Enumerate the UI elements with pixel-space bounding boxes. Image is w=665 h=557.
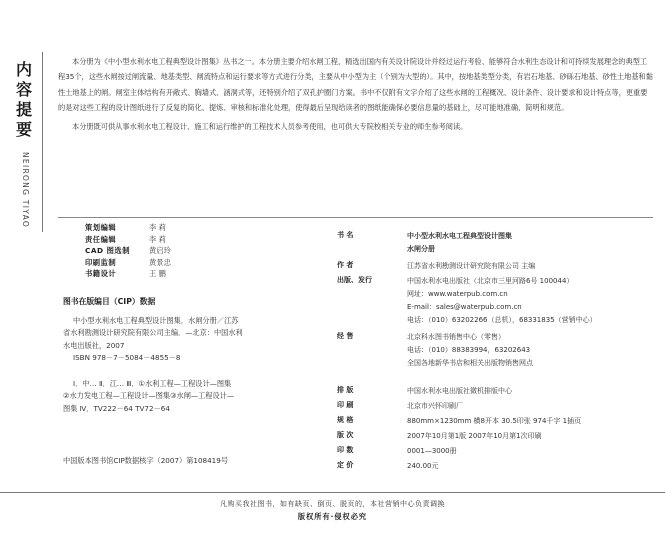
pub-row-publisher xyxy=(337,275,657,327)
sidebar-divider xyxy=(42,52,43,232)
copyright-notice: 版权所有·侵权必究 xyxy=(297,512,368,521)
pub-label: 版 次 xyxy=(337,431,354,439)
pub-price: 240.00元 xyxy=(407,462,439,470)
pub-website: 网址：www.waterpub.com.cn xyxy=(407,290,508,298)
credit-label: 印刷监制 xyxy=(85,257,117,267)
pub-publisher: 中国水利水电出版社（北京市三里河路6号 100044） xyxy=(407,277,574,285)
pub-label: 印 数 xyxy=(337,446,354,454)
summary-text xyxy=(58,54,653,134)
summary-paragraph: 本分册为《中小型水利水电工程典型设计图集》丛书之一。本分册主要介绍水闸工程，精选出国内有关设计院设计并经过运行考验、能够符合水利生态设计和可持续发展理念的典型工程35个，这些水闸按过闸流量、地基类型、闸流特点和运行要求等方式进行分类，主要从中小型为主（个别为大型的）。其中，按地基类型分类，有岩石地基、砂砾石地基、砂性土地基和黏性土地基上的闸。闸室主体结构有开敞式、胸墙式、涵洞式等，还特别介绍了双孔护圈门方案。书中不仅附有文字介绍了这些水闸的工程概况、设计条件、设计要求和设计特点等，更重要的是对这些工程的设计图纸进行了反复的简化、提炼、审核和标准化处理，使得最后呈现给读者的图纸能确保必要信息量的基础上，尽可能地准确、简明和规范。 xyxy=(58,57,653,113)
pub-typeset: 中国水利水电出版社微机排版中心 xyxy=(407,387,512,395)
pub-label: 作 者 xyxy=(337,261,354,269)
pub-label: 规 格 xyxy=(337,416,354,424)
footer-divider xyxy=(0,492,665,493)
pub-row-title xyxy=(337,230,657,256)
credit-label: 策划编辑 xyxy=(85,223,117,232)
cip-data xyxy=(63,315,283,415)
pub-row-copies xyxy=(337,445,657,458)
pub-row-author xyxy=(337,260,657,273)
cip-line: Ⅰ．中… Ⅱ．江… Ⅲ．①水利工程—工程设计—图集 xyxy=(73,379,232,389)
pub-row-distributor xyxy=(337,331,657,370)
credit-label: CAD 图选制 xyxy=(85,246,130,256)
editorial-credits xyxy=(85,222,295,280)
cip-line: ISBN 978－7－5084－4855－8 xyxy=(73,352,181,362)
credit-value: 黄景忠 xyxy=(149,257,171,267)
cip-number: 中国版本图书馆CIP数据核字（2007）第108419号 xyxy=(63,456,229,465)
pub-copies: 0001—3000册 xyxy=(407,447,457,455)
pub-label: 出版、发行 xyxy=(337,276,372,284)
cip-line: 省水利勘测设计研究院有限公司主编．—北京：中国水利 xyxy=(63,328,243,338)
pub-book-subtitle: 水闸分册 xyxy=(407,245,435,253)
summary-paragraph: 本分册既可供从事水利水电工程设计、施工和运行维护的工程技术人员参考使用，也可供大专院校相关专业的师生参考阅读。 xyxy=(72,121,468,131)
pub-row-print xyxy=(337,400,657,413)
pub-row-typeset xyxy=(337,385,657,398)
cip-line: 图集 Ⅳ．TV222－64 TV72－64 xyxy=(63,403,170,413)
pub-author: 江苏省水利勘测设计研究院有限公司 主编 xyxy=(407,262,536,270)
pub-row-edition xyxy=(337,430,657,443)
cip-line: 水电出版社，2007 xyxy=(63,340,125,350)
credit-value: 李 莉 xyxy=(149,223,166,232)
pub-distributor-network: 全国各地新华书店和相关出版物销售网点 xyxy=(407,359,533,367)
pub-distributor-phone: 电话：（010）88383994，63202643 xyxy=(407,346,531,354)
pub-label: 排 版 xyxy=(337,386,354,394)
pub-print: 北京市兴怀印刷厂 xyxy=(407,402,463,410)
credit-label: 书籍设计 xyxy=(85,269,117,279)
pub-distributor: 北京科水图书销售中心（零售） xyxy=(407,333,505,341)
pub-label: 经 售 xyxy=(337,332,354,340)
cip-heading: 图书在版编目（CIP）数据 xyxy=(63,297,156,306)
section-divider xyxy=(58,217,653,218)
return-notice: 凡购买我社图书，如有缺页、倒页、脱页的，本社营销中心负责调换 xyxy=(220,500,445,508)
cip-line: ②水力发电工程—工程设计—图集③水闸—工程设计— xyxy=(63,391,235,401)
pub-row-spec xyxy=(337,415,657,428)
pub-label: 定 价 xyxy=(337,461,354,469)
pub-phone: 电话：（010）63202266（总机），68331835（营销中心） xyxy=(407,316,597,324)
pub-book-name: 中小型水利水电工程典型设计图集 xyxy=(407,232,512,240)
credit-row xyxy=(85,234,295,246)
credit-value: 黄启玲 xyxy=(149,246,171,256)
pub-label: 印 刷 xyxy=(337,401,354,409)
credit-row xyxy=(85,268,295,280)
credit-row xyxy=(85,222,295,234)
section-title-pinyin: NEIRONG TIYAO xyxy=(21,152,30,229)
pub-row-price xyxy=(337,460,657,473)
credit-label: 责任编辑 xyxy=(85,234,117,244)
credit-row xyxy=(85,257,295,269)
credit-value: 王 鹏 xyxy=(149,269,166,279)
credit-value: 李 莉 xyxy=(149,234,166,244)
pub-spec: 880mm×1230mm 横8开本 30.5印张 974千字 1插页 xyxy=(407,417,582,425)
section-title: 内容提要 xyxy=(15,60,32,139)
pub-label: 书 名 xyxy=(337,231,354,239)
pub-email: E-mail：sales@waterpub.com.cn xyxy=(407,303,522,311)
pub-edition: 2007年10月第1版 2007年10月第1次印刷 xyxy=(407,432,542,440)
credit-row xyxy=(85,245,295,257)
cip-line: 中小型水利水电工程典型设计图集．水闸分册／江苏 xyxy=(73,316,239,325)
